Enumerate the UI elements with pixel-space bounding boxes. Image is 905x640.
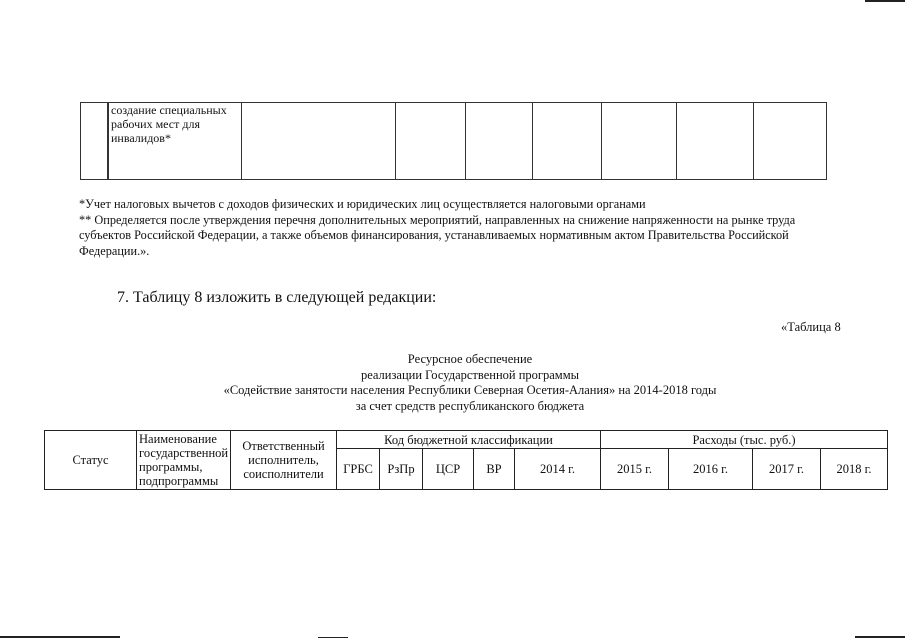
title-line: «Содействие занятости населения Республики Северная Осетия-Алания» на 2014-2018 годы (223, 383, 717, 397)
fragment-text: создание специальных рабочих мест для инвалидов* (111, 103, 227, 145)
scan-edge-line-top-right (865, 0, 905, 2)
item-7-heading: 7. Таблицу 8 изложить в следующей редакции: (117, 289, 437, 306)
header-year-2018: 2018 г. (821, 449, 888, 490)
fragment-cell-empty (242, 103, 396, 180)
table-title (160, 352, 780, 414)
fragment-cell-empty (677, 103, 754, 180)
footnote-2: ** Определяется после утверждения перечня дополнительных мероприятий, направленных на снижение напряженности на рынке труда субъектов Российской Федерации, а также объемов финансирования, устанавливаемых нормативным актом Правительства Российской Федерации.». (79, 212, 796, 258)
footnote-1: *Учет налоговых вычетов с доходов физических и юридических лиц осуществляется налоговыми органами (79, 197, 646, 211)
table-number-label: «Таблица 8 (781, 320, 841, 334)
fragment-cell-empty (81, 103, 109, 180)
fragment-cell-empty (396, 103, 466, 180)
title-line: Ресурсное обеспечение (407, 352, 533, 366)
header-status: Статус (45, 431, 137, 490)
header-year-2017: 2017 г. (753, 449, 821, 490)
header-rzpr: РзПр (380, 449, 423, 490)
scan-edge-line-bottom-left (0, 636, 120, 638)
header-year-2014: 2014 г. (515, 449, 601, 490)
title-line: реализации Государственной программы (360, 367, 580, 382)
header-responsible: Ответственный исполнитель, соисполнители (231, 431, 337, 490)
resource-table (44, 430, 888, 490)
fragment-cell-empty (533, 103, 602, 180)
header-grbs: ГРБС (337, 449, 380, 490)
header-name: Наименование государственной программы, подпрограммы (137, 431, 231, 490)
title-line: за счет средств республиканского бюджета (355, 398, 585, 413)
previous-table-fragment (80, 102, 827, 180)
footnotes (79, 197, 849, 259)
scan-edge-line-bottom-right (855, 636, 905, 638)
fragment-cell-empty (466, 103, 533, 180)
header-budget-code: Код бюджетной классификации (337, 431, 601, 449)
header-year-2016: 2016 г. (669, 449, 753, 490)
header-vr: ВР (474, 449, 515, 490)
fragment-cell-empty (754, 103, 827, 180)
header-year-2015: 2015 г. (601, 449, 669, 490)
header-expenses: Расходы (тыс. руб.) (601, 431, 888, 449)
header-csr: ЦСР (423, 449, 474, 490)
fragment-cell-text (108, 103, 242, 180)
scan-edge-line-bottom-mid (318, 637, 348, 638)
fragment-cell-empty (602, 103, 677, 180)
